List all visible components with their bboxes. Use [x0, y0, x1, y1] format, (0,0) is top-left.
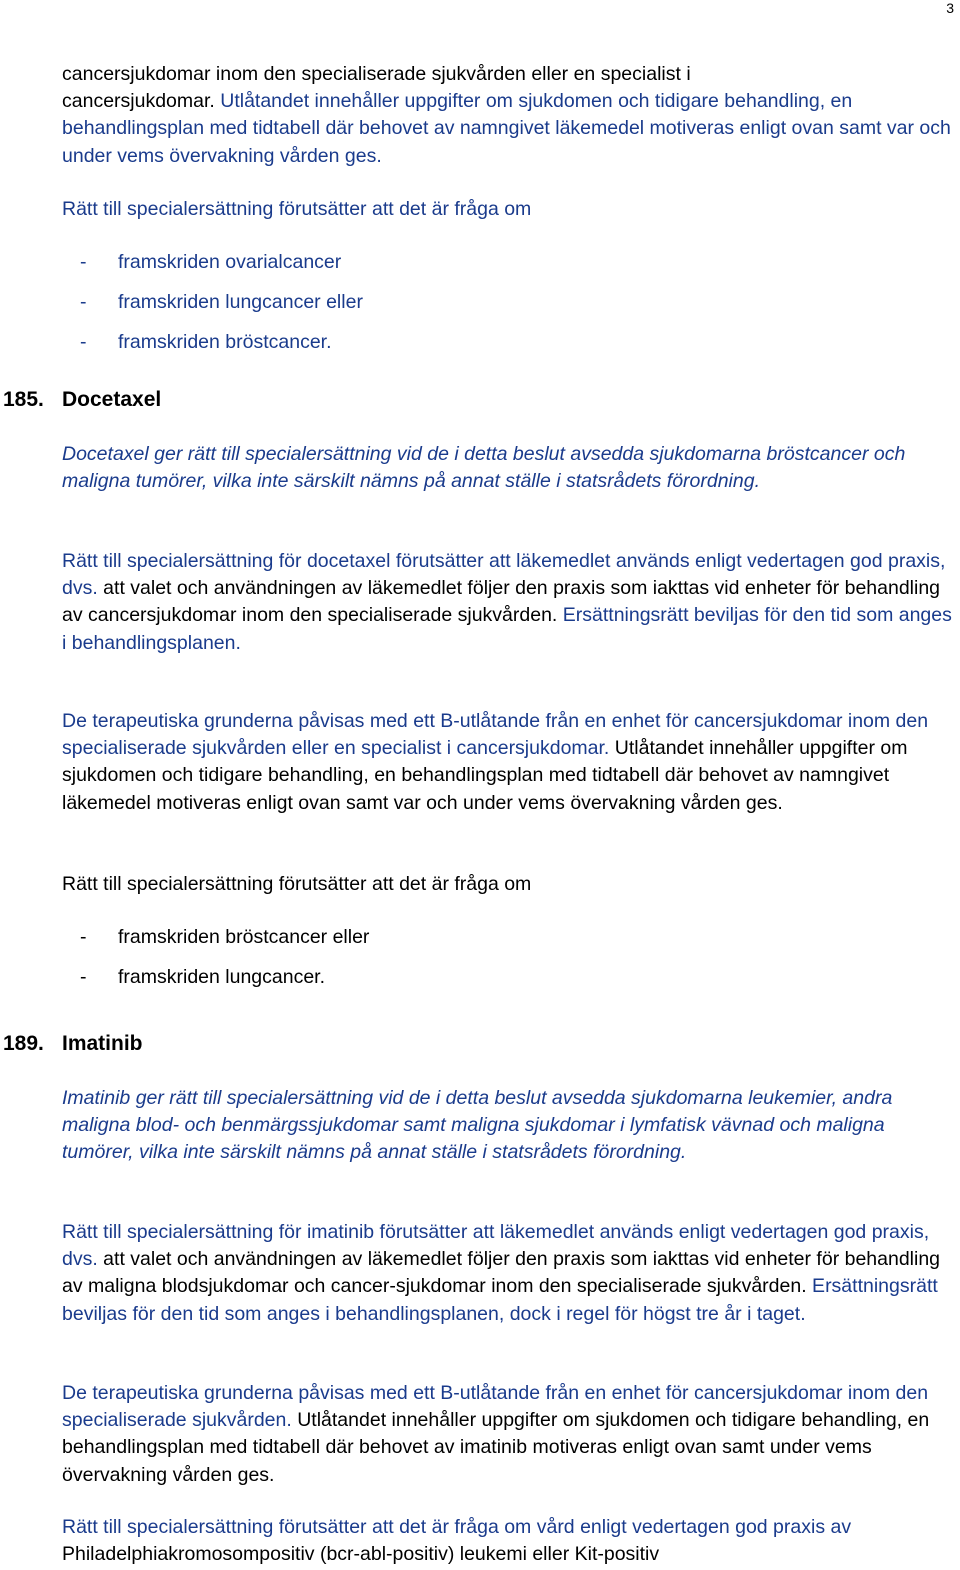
section-docetaxel-scope: Docetaxel ger rätt till specialersättning vid de i detta beslut avsedda sjukdomarna bröstcancer och maligna tumörer, vilka inte särskilt nämns på annat ställe i statsrådets förordning. [62, 443, 906, 493]
section-docetaxel-grounds: De terapeutiska grunderna påvisas med ett B-utlåtande från en enhet för cancersjukdomar inom den specialiserade sjukvården eller en specialist i cancersjukdomar. Utlåtandet innehåller uppgifter om sjukdomen och tidigare behandling, en behandlingsplan med tidtabell där behovet av namngivet läkemedel motiveras enligt ovan samt var och under vems övervakning vården ges. [62, 710, 929, 814]
list-item: - framskriden ovarialcancer [80, 251, 342, 273]
list-item: - framskriden lungcancer eller [80, 291, 363, 313]
intro-requirement: Rätt till specialersättning förutsätter att det är fråga om [62, 198, 532, 220]
section-imatinib-requirement: Rätt till specialersättning förutsätter att det är fråga om vård enligt vedertagen god praxis av Philadelphiakromosompositiv (bcr-abl-positiv) leukemi eller Kit-positiv [62, 1516, 852, 1566]
page-number: 3 [946, 0, 954, 16]
section-title: Docetaxel [62, 388, 162, 411]
section-imatinib-grounds: De terapeutiska grunderna påvisas med ett B-utlåtande från en enhet för cancersjukdomar inom den specialiserade sjukvården. Utlåtandet innehåller uppgifter om sjukdomen och tidigare behandling, en behandlingsplan med tidtabell där behovet av imatinib motiveras enligt ovan samt under vems övervakning vården ges. [62, 1382, 930, 1486]
section-imatinib-practice: Rätt till specialersättning för imatinib förutsätter att läkemedlet används enligt vedertagen god praxis, dvs. att valet och användningen av läkemedlet följer den praxis som iakttas vid enheter för behandling av maligna blodsjukdomar och cancer-sjukdomar inom den specialiserade sjukvården. Ersättningsrätt beviljas för den tid som anges i behandlingsplanen, dock i regel för högst tre år i taget. [62, 1221, 941, 1325]
list-item: - framskriden lungcancer. [80, 966, 326, 988]
intro-continuation-black: cancersjukdomar. [62, 90, 215, 113]
section-number: 189. [3, 1032, 44, 1055]
section-heading-imatinib [3, 1031, 143, 1057]
section-docetaxel-requirement: Rätt till specialersättning förutsätter att det är fråga om [62, 873, 532, 895]
section-imatinib-scope: Imatinib ger rätt till specialersättning vid de i detta beslut avsedda sjukdomarna leukemier, andra maligna blod- och benmärgssjukdomar samt maligna sjukdomar i lymfatisk vävnad och maligna tumörer, vilka inte särskilt nämns på annat ställe i statsrådets förordning. [62, 1087, 893, 1164]
section-number: 185. [3, 388, 44, 411]
list-item: - framskriden bröstcancer. [80, 331, 332, 353]
section-title: Imatinib [62, 1032, 143, 1055]
intro-continuation-blue: Utlåtandet innehåller uppgifter om sjukdomen och tidigare behandling, en behandlingsplan med tidtabell där behovet av namngivet läkemedel motiveras enligt ovan samt var och under vems övervakning vården ges. [62, 90, 951, 167]
list-item: - framskriden bröstcancer eller [80, 926, 370, 948]
intro-continuation [62, 61, 954, 170]
section-docetaxel-practice: Rätt till specialersättning för docetaxel förutsätter att läkemedlet används enligt vedertagen god praxis, dvs. att valet och användningen av läkemedlet följer den praxis som iakttas vid enheter för behandling av cancersjukdomar inom den specialiserade sjukvården. Ersättningsrätt beviljas för den tid som anges i behandlingsplanen. [62, 550, 952, 654]
intro-continuation-line: cancersjukdomar inom den specialiserade sjukvården eller en specialist i [62, 63, 691, 85]
section-heading-docetaxel [3, 387, 162, 413]
